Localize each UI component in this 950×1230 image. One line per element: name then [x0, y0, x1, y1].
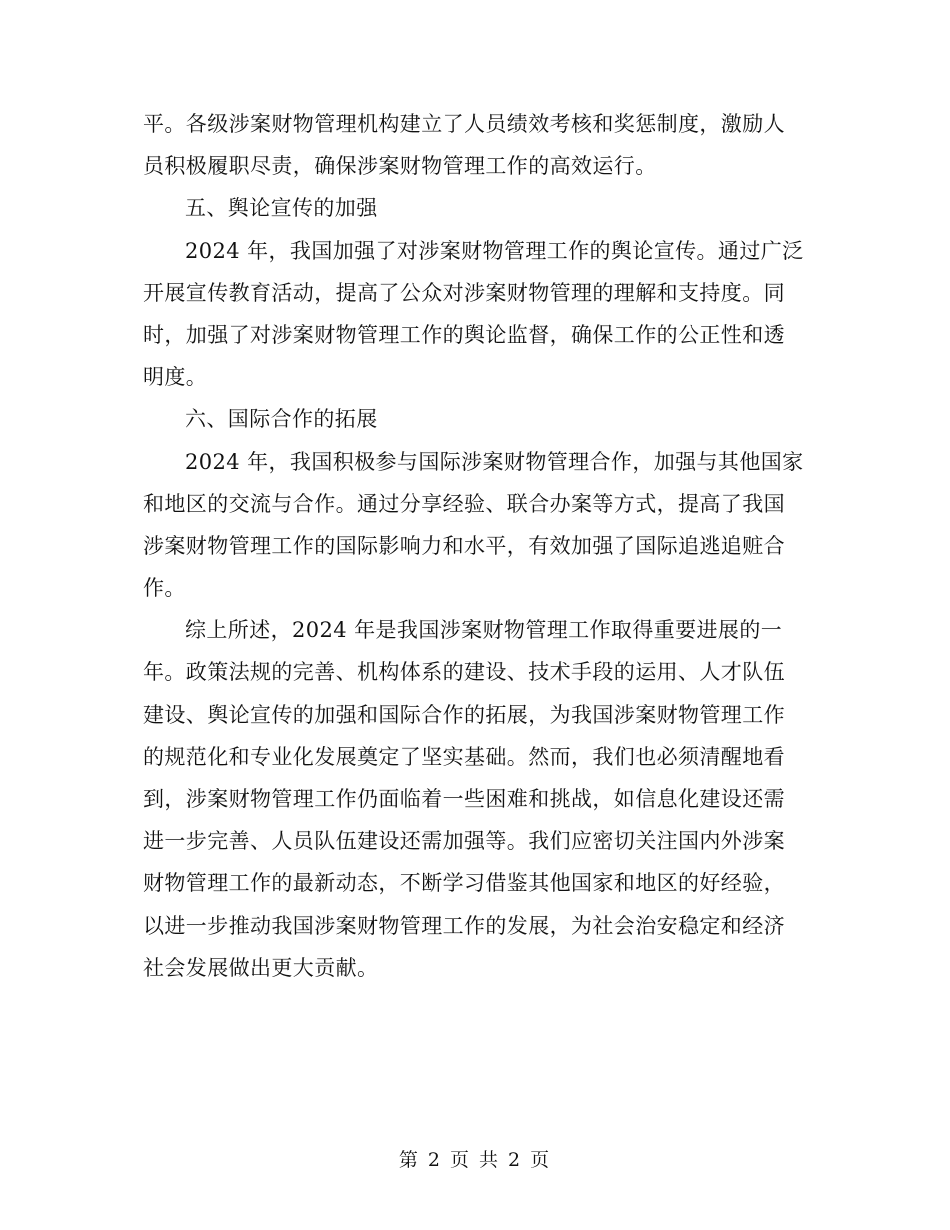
- document-body: [143, 103, 807, 989]
- text-line: 综上所述，2024 年是我国涉案财物管理工作取得重要进展的一: [185, 618, 783, 643]
- text-line: 员积极履职尽责，确保涉案财物管理工作的高效运行。: [143, 154, 657, 179]
- text-line: 进一步完善、人员队伍建设还需加强等。我们应密切关注国内外涉案: [143, 829, 785, 854]
- text-line: 财物管理工作的最新动态，不断学习借鉴其他国家和地区的好经验，: [143, 871, 785, 896]
- text-line: 和地区的交流与合作。通过分享经验、联合办案等方式，提高了我国: [143, 491, 785, 516]
- text-line: 社会发展做出更大贡献。: [143, 955, 379, 980]
- text-line: 建设、舆论宣传的加强和国际合作的拓展，为我国涉案财物管理工作: [143, 702, 785, 727]
- text-line: 的规范化和专业化发展奠定了坚实基础。然而，我们也必须清醒地看: [143, 744, 785, 769]
- text-line: 开展宣传教育活动，提高了公众对涉案财物管理的理解和支持度。同: [143, 280, 785, 305]
- text-line: 明度。: [143, 365, 208, 390]
- page-number-footer: 第 2 页 共 2 页: [398, 1149, 552, 1171]
- text-line: 年。政策法规的完善、机构体系的建设、技术手段的运用、人才队伍: [143, 660, 785, 685]
- text-line: 以进一步推动我国涉案财物管理工作的发展，为社会治安稳定和经济: [143, 913, 785, 938]
- text-line: 作。: [143, 576, 186, 601]
- text-line: 时，加强了对涉案财物管理工作的舆论监督，确保工作的公正性和透: [143, 322, 785, 347]
- section-heading: 六、国际合作的拓展: [185, 407, 378, 432]
- text-line: 涉案财物管理工作的国际影响力和水平，有效加强了国际追逃追赃合: [143, 533, 785, 558]
- text-line: 到，涉案财物管理工作仍面临着一些困难和挑战，如信息化建设还需: [143, 787, 785, 811]
- text-line: 2024 年，我国积极参与国际涉案财物管理合作，加强与其他国家: [185, 449, 804, 474]
- section-heading: 五、舆论宣传的加强: [185, 196, 378, 221]
- text-line: 2024 年，我国加强了对涉案财物管理工作的舆论宣传。通过广泛: [185, 238, 804, 263]
- text-line: 平。各级涉案财物管理机构建立了人员绩效考核和奖惩制度，激励人: [143, 112, 785, 136]
